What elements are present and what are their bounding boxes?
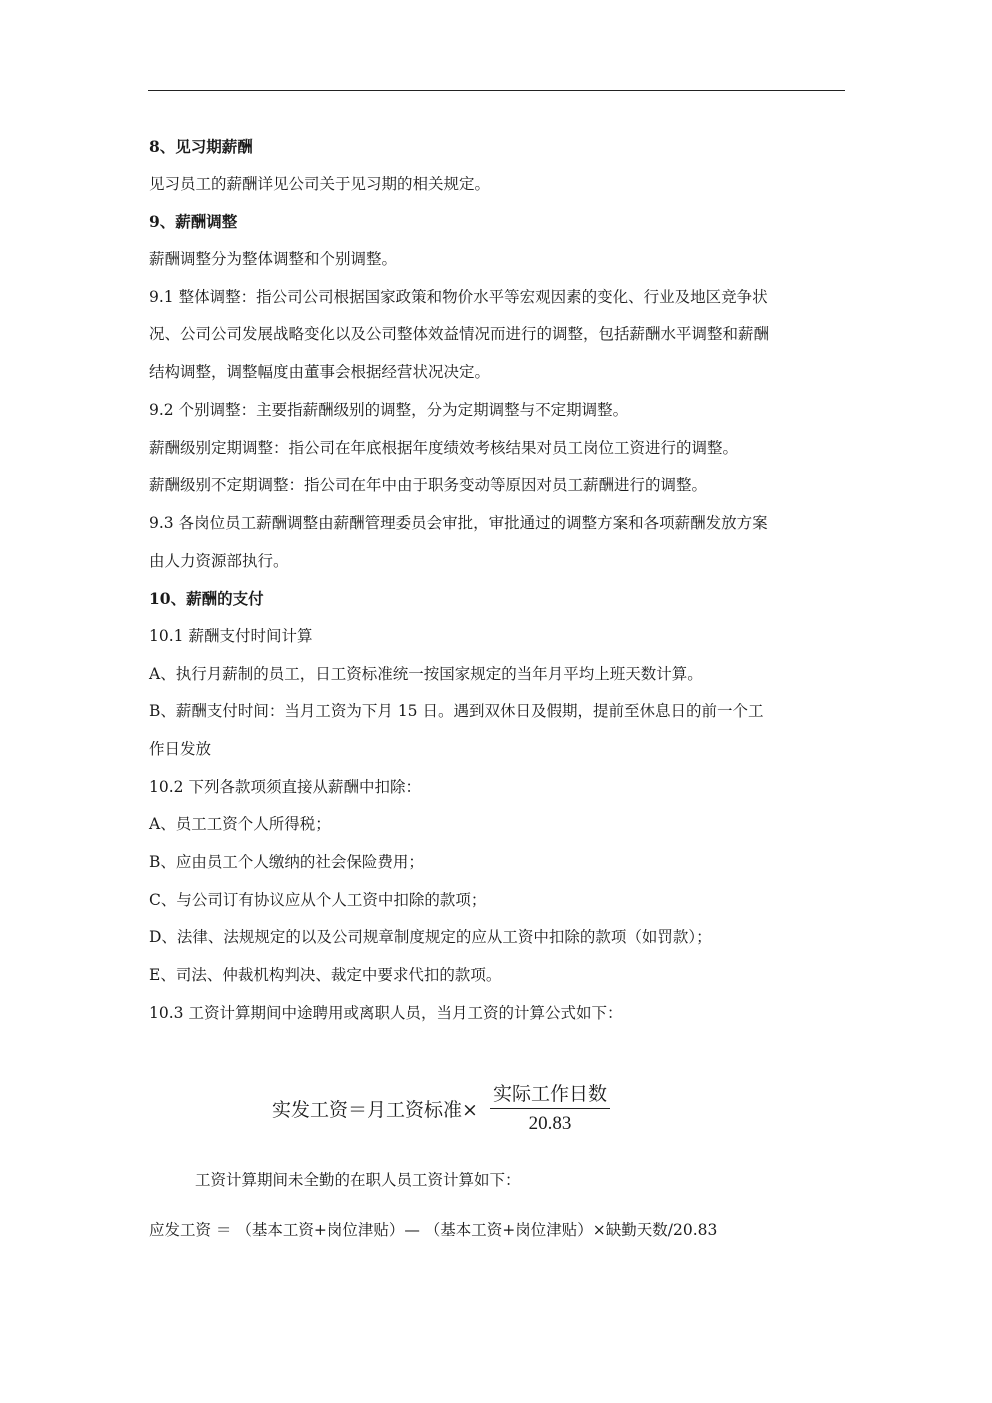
paragraph-line: A、员工工资个人所得税； bbox=[149, 815, 331, 834]
paragraph-line: E、司法、仲裁机构判决、裁定中要求代扣的款项。 bbox=[149, 966, 502, 985]
paragraph-line: C、与公司订有协议应从个人工资中扣除的款项； bbox=[149, 890, 487, 909]
paragraph-line: 薪酬调整分为整体调整和个别调整。 bbox=[149, 250, 398, 269]
absence-note: 工资计算期间未全勤的在职人员工资计算如下： bbox=[195, 1171, 521, 1189]
paragraph-line: 作日发放 bbox=[149, 740, 212, 758]
paragraph-line: 9.3 各岗位员工薪酬调整由薪酬管理委员会审批，审批通过的调整方案和各项薪酬发放方案 bbox=[149, 513, 768, 532]
paragraph-line: 见习员工的薪酬详见公司关于见习期的相关规定。 bbox=[149, 174, 491, 193]
fraction-bar bbox=[490, 1108, 610, 1109]
paragraph-line: 9.2 个别调整：主要指薪酬级别的调整，分为定期调整与不定期调整。 bbox=[149, 400, 629, 419]
paragraph-line: B、应由员工个人缴纳的社会保险费用； bbox=[149, 853, 424, 872]
paragraph-line: 薪酬级别定期调整：指公司在年底根据年度绩效考核结果对员工岗位工资进行的调整。 bbox=[149, 438, 739, 457]
paragraph-line: 结构调整，调整幅度由董事会根据经营状况决定。 bbox=[149, 363, 491, 382]
formula-numerator: 实际工作日数 bbox=[492, 1083, 607, 1105]
section-heading: 8、见习期薪酬 bbox=[149, 137, 253, 156]
paragraph-line: 10.3 工资计算期间中途聘用或离职人员，当月工资的计算公式如下： bbox=[149, 1003, 623, 1022]
final-formula: 应发工资 ＝ （基本工资+岗位津贴）— （基本工资+岗位津贴）×缺勤天数/20.83 bbox=[149, 1221, 718, 1239]
section-heading: 9、薪酬调整 bbox=[149, 212, 238, 232]
section-heading: 10、薪酬的支付 bbox=[149, 589, 264, 609]
paragraph-line: 9.1 整体调整：指公司公司根据国家政策和物价水平等宏观因素的变化、行业及地区竞争状 bbox=[149, 287, 768, 306]
formula-fraction bbox=[490, 1080, 610, 1137]
paragraph-line: 10.1 薪酬支付时间计算 bbox=[149, 626, 313, 645]
paragraph-line: 况、公司公司发展战略变化以及公司整体效益情况而进行的调整，包括薪酬水平调整和薪酬 bbox=[149, 325, 770, 344]
document-body bbox=[149, 128, 849, 1033]
formula-lhs: 实发工资＝月工资标准× bbox=[272, 1099, 478, 1121]
paragraph-line: 薪酬级别不定期调整：指公司在年中由于职务变动等原因对员工薪酬进行的调整。 bbox=[149, 476, 708, 495]
formula-denominator: 20.83 bbox=[528, 1113, 572, 1134]
paragraph-line: A、执行月薪制的员工，日工资标准统一按国家规定的当年月平均上班天数计算。 bbox=[149, 664, 703, 683]
paragraph-line: 10.2 下列各款项须直接从薪酬中扣除： bbox=[149, 777, 421, 796]
header-rule bbox=[148, 90, 845, 91]
paragraph-line: 由人力资源部执行。 bbox=[149, 551, 289, 570]
paragraph-line: B、薪酬支付时间：当月工资为下月 15 日。遇到双休日及假期，提前至休息日的前一个工 bbox=[149, 702, 764, 721]
paragraph-line: D、法律、法规规定的以及公司规章制度规定的应从工资中扣除的款项（如罚款）； bbox=[149, 928, 712, 947]
